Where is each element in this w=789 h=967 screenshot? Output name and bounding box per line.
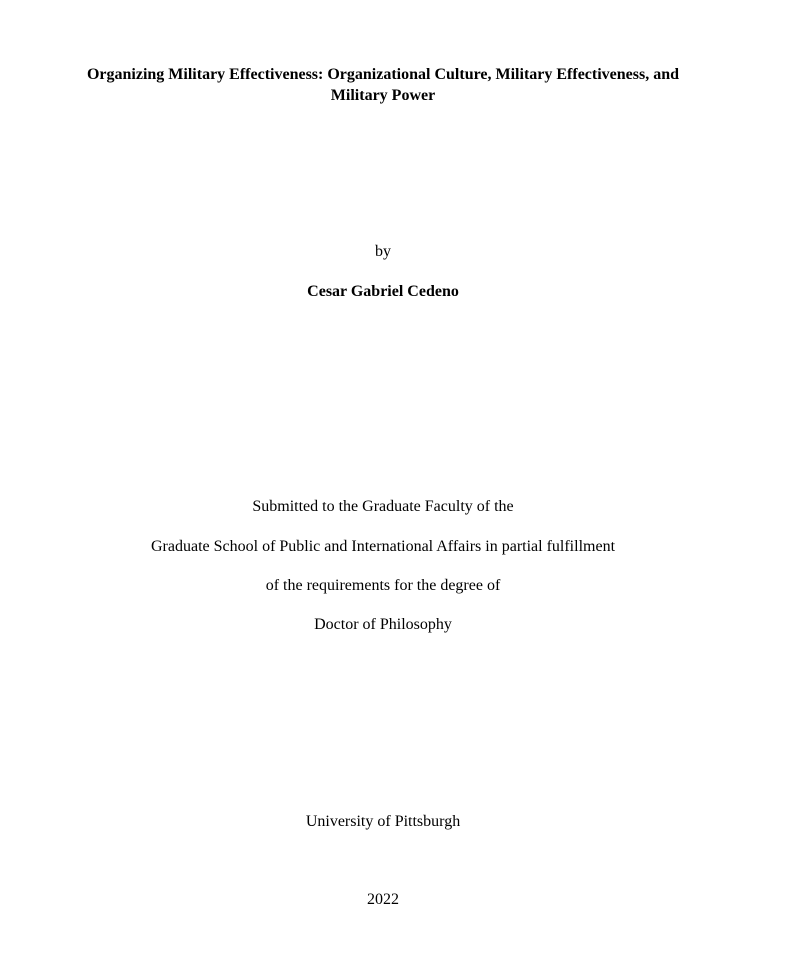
submission-line-2: Graduate School of Public and International Affairs in partial fulfillment [150,538,616,555]
year: 2022 [367,891,399,908]
submission-line-3: of the requirements for the degree of [265,577,501,594]
degree-name: Doctor of Philosophy [314,616,452,633]
author-name: Cesar Gabriel Cedeno [307,283,459,300]
by-label: by [375,243,391,260]
document-title-line-1: Organizing Military Effectiveness: Organizational Culture, Military Effectiveness, and [86,66,680,83]
document-title-line-2: Military Power [330,87,436,104]
submission-line-1: Submitted to the Graduate Faculty of the [252,498,514,515]
university-name: University of Pittsburgh [305,813,461,830]
